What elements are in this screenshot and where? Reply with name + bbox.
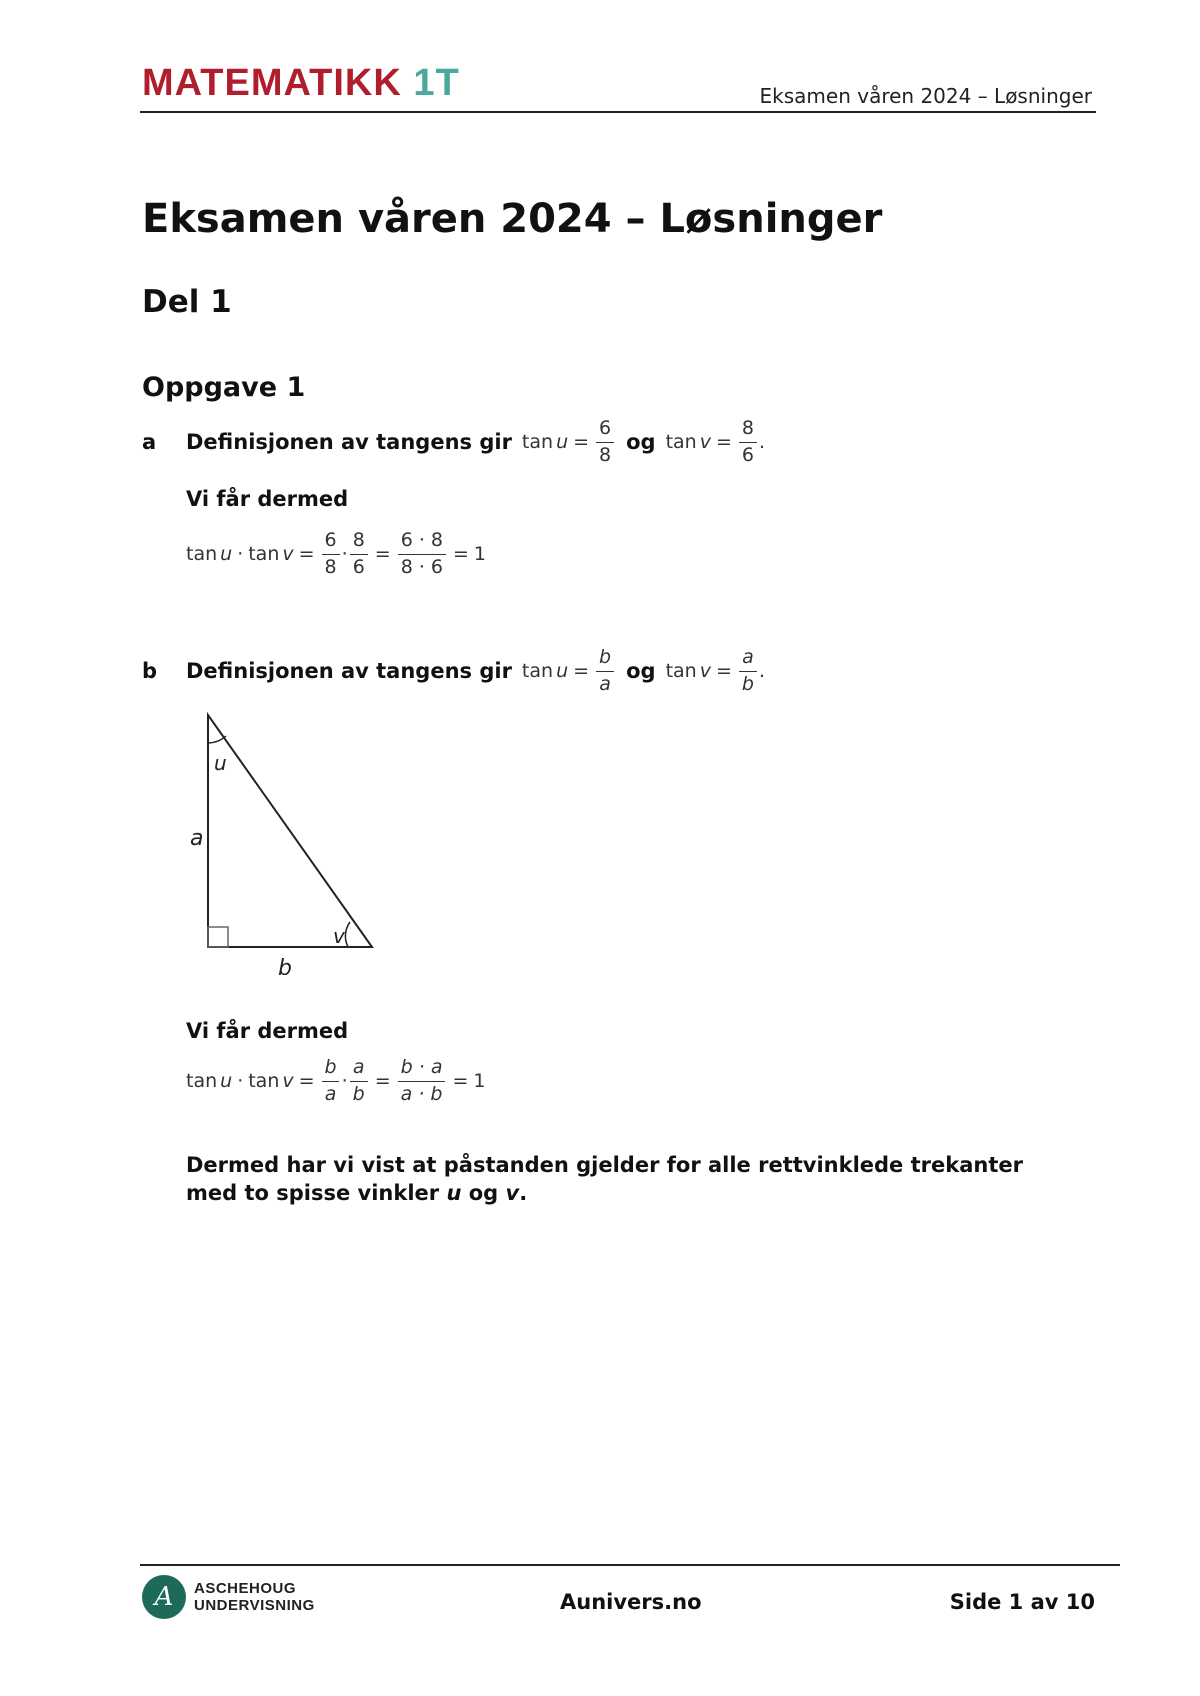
part-b-final-statement: Dermed har vi vist at påstanden gjelder for alle rettvinklede trekanter med to spisse vinkler u og v. <box>186 1153 1023 1205</box>
fraction: $\frac{6}{8}$ <box>322 530 340 579</box>
brand-name: MATEMATIKK <box>142 62 402 104</box>
part-a-product-equation: tan u · tan v = $\frac{6}{8}$ · $\frac{8}{6}$ = $\frac{6 \cdot 8}{8 \cdot 6}$ = 1 <box>186 529 487 578</box>
task-heading: Oppgave 1 <box>142 372 306 403</box>
fraction: $\frac{a}{b}$ <box>350 1057 368 1106</box>
fraction: $\frac{b}{a}$ <box>322 1057 340 1106</box>
angle-v-label: v <box>333 924 345 948</box>
part-a-and: og <box>626 430 656 455</box>
right-angle-marker <box>208 927 228 947</box>
part-a-intro: Definisjonen av tangens gir <box>186 430 512 455</box>
running-header: Eksamen våren 2024 – Løsninger <box>759 84 1092 108</box>
fraction: $\frac{a}{b}$ <box>739 647 757 696</box>
right-triangle-figure <box>180 705 380 975</box>
angle-u-label: u <box>214 751 227 775</box>
fraction: $\frac{6}{8}$ <box>596 418 614 467</box>
publisher-name: ASCHEHOUG UNDERVISNING <box>194 1580 315 1614</box>
part-a-label: a <box>142 430 157 454</box>
publisher-logo <box>142 1575 315 1619</box>
part-b-product-equation: tan u · tan v = $\frac{b}{a}$ · $\frac{a}{b}$ = $\frac{b \cdot a}{a \cdot b}$ = 1 <box>186 1056 486 1105</box>
tan-v-expression: tan v = $\frac{a}{b}$ . <box>665 646 765 695</box>
triangle-outline <box>208 715 372 947</box>
fraction: $\frac{b}{a}$ <box>596 647 614 696</box>
fraction: $\frac{8}{6}$ <box>739 418 757 467</box>
part-b-label: b <box>142 659 158 683</box>
tan-v-expression: tan v = $\frac{8}{6}$ . <box>665 417 766 466</box>
part-b-and: og <box>626 659 656 684</box>
page-number: Side 1 av 10 <box>949 1590 1095 1614</box>
fraction: $\frac{6 \cdot 8}{8 \cdot 6}$ <box>398 530 446 579</box>
header-divider <box>140 111 1096 113</box>
brand-level: 1T <box>413 62 460 104</box>
part-b-intro: Definisjonen av tangens gir <box>186 659 512 684</box>
publisher-logo-icon: A <box>142 1575 186 1619</box>
part-b-definition <box>186 647 765 696</box>
side-b-label: b <box>278 956 292 975</box>
brand-logo <box>142 62 460 105</box>
fraction: $\frac{b \cdot a}{a \cdot b}$ <box>398 1057 446 1106</box>
tan-u-expression: tan u = $\frac{6}{8}$ <box>522 418 616 467</box>
section-heading: Del 1 <box>142 284 232 320</box>
angle-v-arc <box>345 922 350 947</box>
part-b-conclusion: Vi får dermed <box>186 1019 349 1043</box>
part-a-conclusion: Vi får dermed <box>186 487 349 511</box>
footer-website: Aunivers.no <box>560 1590 702 1614</box>
side-a-label: a <box>190 826 204 851</box>
part-a-definition <box>186 418 765 467</box>
tan-u-expression: tan u = $\frac{b}{a}$ <box>522 647 616 696</box>
footer-divider <box>140 1564 1120 1566</box>
page-title: Eksamen våren 2024 – Løsninger <box>142 196 883 242</box>
fraction: $\frac{8}{6}$ <box>350 530 368 579</box>
